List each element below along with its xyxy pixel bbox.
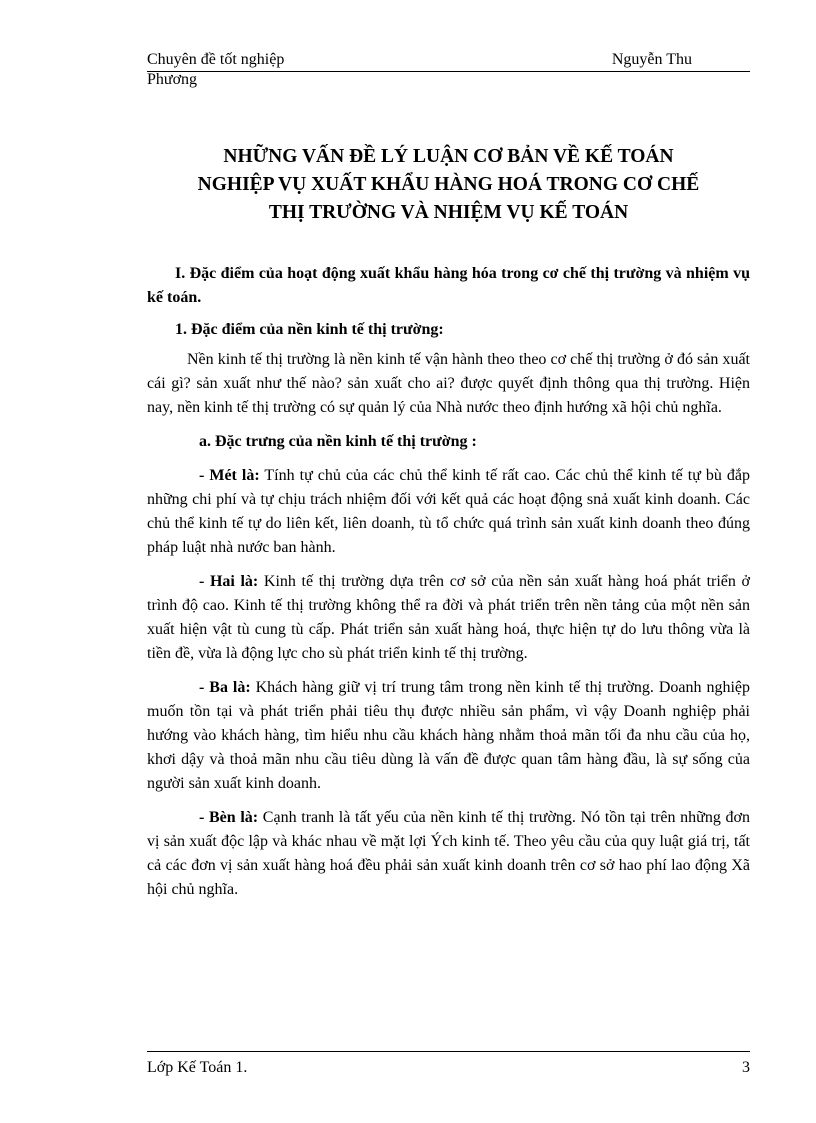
list-item <box>147 570 750 666</box>
page-content <box>147 262 750 902</box>
chapter-title <box>147 143 750 227</box>
header-author-continuation: Phương <box>147 71 198 88</box>
header-thesis-label: Chuyên đề tốt nghiệp <box>147 51 285 68</box>
sub-subsection-heading: a. Đặc trưng của nền kinh tế thị trường : <box>199 433 477 450</box>
header-row <box>147 50 750 70</box>
list-item <box>147 806 750 902</box>
list-item-label: - Hai là: <box>199 573 259 590</box>
list-item-text: Cạnh tranh là tất yếu của nền kinh tế thị trường. Nó tồn tại trên những đơn vị sản xuất độc lập và khác nhau về mặt lợi Ých kinh tế. Theo yêu cầu của quy luật giá trị, tất cả các đơn vị sản xuất hàng hoá đều phải sản xuất kinh doanh trên cơ sở hao phí lao động Xã hội chủ nghĩa. <box>147 809 750 898</box>
list-item-label: - Ba là: <box>199 679 251 696</box>
list-item <box>147 676 750 796</box>
list-item-label: - Bèn là: <box>199 809 259 826</box>
subsection-heading: 1. Đặc điểm của nền kinh tế thị trường: <box>175 321 444 338</box>
page-header <box>147 50 750 90</box>
chapter-title-line-3: THỊ TRƯỜNG VÀ NHIỆM VỤ KẾ TOÁN <box>268 202 629 223</box>
header-rule <box>147 71 750 72</box>
page-footer <box>147 1051 750 1078</box>
list-item <box>147 464 750 560</box>
list-item-text: Kinh tế thị trường dựa trên cơ sở của nền sản xuất hàng hoá phát triển ở trình độ cao. Kinh tế thị trường không thể ra đời và phát triển trên nền tảng của một nền sản xuất hiện vật tù cung tù cấp. Phát triển sản xuất hàng hoá, thực hiện tự do lưu thông vừa là tiền đề, vừa là động lực cho sù phát triển kinh tế thị trường. <box>147 573 750 662</box>
list-item-label: - Mét là: <box>199 467 260 484</box>
list-item-text: Khách hàng giữ vị trí trung tâm trong nền kinh tế thị trường. Doanh nghiệp muốn tồn tại và phát triển phải tiêu thụ được nhiều sản phẩm, vì vậy Doanh nghiệp phải hướng vào khách hàng, tìm hiểu nhu cầu khách hàng nhằm thoả mãn tối đa nhu cầu của họ, khơi dậy và thoả mãn nhu cầu tiêu dùng là vấn đề được quan tâm hàng đầu, là sự sống của người sản xuất kinh doanh. <box>147 679 750 792</box>
list-item-text: Tính tự chủ của các chủ thể kinh tế rất cao. Các chủ thể kinh tế tự bù đắp những chi phí và tự chịu trách nhiệm đối với kết quả các hoạt động snả xuất kinh doanh. Các chủ thể kinh tế tự do liên kết, liên doanh, tù tổ chức quá trình sản xuất kinh doanh theo đúng pháp luật nhà nước ban hành. <box>147 467 751 556</box>
header-author-name: Nguyễn Thu <box>611 51 692 68</box>
body-paragraph: Nền kinh tế thị trường là nền kinh tế vận hành theo theo cơ chế thị trường ở đó sản xuất cái gì? sản xuất như thế nào? sản xuất cho ai? được quyết định thông qua thị trường. Hiện nay, nền kinh tế thị trường có sự quản lý của Nhà nước theo định hướng xã hội chủ nghĩa. <box>147 351 750 416</box>
page-number: 3 <box>742 1059 750 1076</box>
section-heading: I. Đặc điểm của hoạt động xuất khẩu hàng hóa trong cơ chế thị trường và nhiệm vụ kế toán. <box>147 265 750 306</box>
chapter-title-line-1: NHỮNG VẤN ĐỀ LÝ LUẬN CƠ BẢN VỀ KẾ TOÁN <box>223 146 674 167</box>
footer-class-label: Lớp Kế Toán 1. <box>147 1059 248 1076</box>
chapter-title-line-2: NGHIỆP VỤ XUẤT KHẨU HÀNG HOÁ TRONG CƠ CHẾ <box>197 174 700 195</box>
